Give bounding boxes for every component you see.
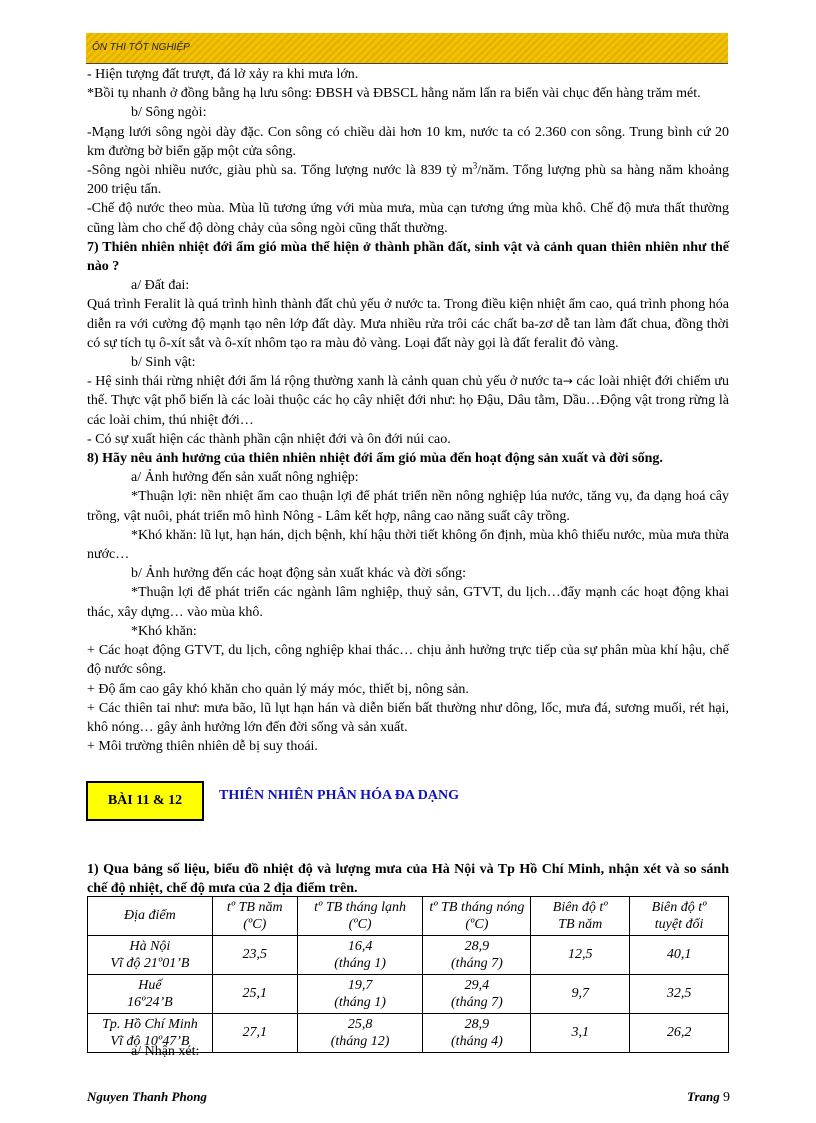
table-header-row — [88, 897, 729, 936]
text-line: -Chế độ nước theo mùa. Mùa lũ tương ứng với mùa mưa, mùa cạn tương ứng mùa khô. Chế độ mưa thất thường cũng làm cho chế độ dòng chảy của sông ngòi cũng thất thường. — [87, 201, 729, 236]
text-line: *Khó khăn: — [131, 623, 197, 639]
cell-range-abs: 40,1 — [630, 936, 729, 975]
header-rule — [86, 63, 728, 64]
subheading-agriculture: a/ Ảnh hưởng đến sản xuất nông nghiệp: — [131, 470, 359, 486]
text-span: các loài nhiệt đới chiếm ưu thế. Thực vật phổ biến là các loài thuộc các họ cây nhiệt đới như: họ Đậu, Dâu tằm, Dầu…Động vật trong rừng là các loài chim, thú nhiệt đới… — [87, 374, 729, 428]
text-line: *Thuận lợi để phát triển các ngành lâm nghiệp, thuỷ sản, GTVT, du lịch…đẩy mạnh các hoạt động khai thác, xây dựng… vào mùa khô. — [87, 585, 729, 620]
subheading-soil: a/ Đất đai: — [131, 278, 190, 294]
footer-page — [687, 1089, 730, 1106]
cell-text: (tháng 7) — [451, 956, 503, 971]
superscript: 3 — [472, 160, 478, 171]
cell-range-avg: 9,7 — [531, 975, 630, 1014]
text-span: - Hệ sinh thái rừng nhiệt đới ẩm lá rộng thường xanh là cảnh quan chủ yếu ở nước ta — [87, 374, 563, 390]
cell-place — [88, 975, 213, 1014]
lesson-badge: BÀI 11 & 12 — [86, 781, 204, 821]
cell-text: 25,8 — [347, 1016, 373, 1032]
cell-text: 19,7 — [347, 977, 373, 993]
header-cold — [297, 897, 423, 936]
header-text: TB năm — [558, 917, 603, 932]
cell-text: (tháng 7) — [451, 995, 503, 1010]
subheading-rivers: b/ Sông ngòi: — [131, 105, 207, 121]
cell-annual: 23,5 — [212, 936, 297, 975]
page-label: Trang — [687, 1089, 720, 1104]
page-number: 9 — [723, 1090, 730, 1105]
subheading-other: b/ Ảnh hưởng đến các hoạt động sản xuất khác và đời sống: — [131, 566, 466, 582]
text-line: - Có sự xuất hiện các thành phần cận nhiệt đới và ôn đới núi cao. — [87, 431, 451, 447]
cell-range-avg: 3,1 — [531, 1014, 630, 1053]
header-place — [88, 897, 213, 936]
table-row — [88, 975, 729, 1014]
header-text: (ºC) — [465, 917, 489, 932]
header-band — [86, 33, 728, 63]
arrow-right-icon: → — [562, 374, 573, 389]
lesson-title: THIÊN NHIÊN PHÂN HÓA ĐA DẠNG — [219, 788, 459, 803]
header-text: Biên độ tº — [651, 899, 707, 915]
cell-text: 16º24’B — [127, 995, 173, 1010]
header-range-avg — [531, 897, 630, 936]
text-line — [87, 161, 729, 199]
text-line — [87, 372, 729, 430]
cell-place — [88, 936, 213, 975]
cell-text: (tháng 1) — [334, 995, 386, 1010]
cell-text: Tp. Hồ Chí Minh — [102, 1016, 198, 1032]
header-text: tº TB năm — [226, 899, 283, 915]
main-content — [87, 65, 729, 756]
text-line: + Các thiên tai như: mưa bão, lũ lụt hạn hán và diễn biến bất thường như dông, lốc, mưa đá, sương muối, rét hại, khô nóng… gây ảnh hưởng lớn đến đời sống và sản xuất. — [87, 700, 729, 735]
cell-annual: 25,1 — [212, 975, 297, 1014]
cell-hot — [423, 936, 531, 975]
header-text: Địa điểm — [124, 908, 176, 924]
cell-range-avg: 12,5 — [531, 936, 630, 975]
cell-hot — [423, 1014, 531, 1053]
question-7: 7) Thiên nhiên nhiệt đới ẩm gió mùa thể hiện ở thành phần đất, sinh vật và cảnh quan thiên nhiên như thế nào ? — [87, 239, 729, 275]
cell-text: 28,9 — [464, 1016, 490, 1032]
cell-text: 29,4 — [464, 977, 490, 993]
text-line: -Mạng lưới sông ngòi dày đặc. Con sông có chiều dài hơn 10 km, nước ta có 2.360 con sông. Trung bình cứ 20 km đường bờ biển gặp một cửa sông. — [87, 124, 729, 159]
cell-annual: 27,1 — [212, 1014, 297, 1053]
cell-cold — [297, 975, 423, 1014]
footer-author: Nguyen Thanh Phong — [87, 1089, 207, 1104]
text-line: *Khó khăn: lũ lụt, hạn hán, dịch bệnh, khí hậu thời tiết không ổn định, mùa khô thiếu nước, mùa mưa thừa nước… — [87, 527, 729, 563]
cell-text: 16,4 — [347, 938, 373, 954]
cell-text: Vĩ độ 21º01’B — [110, 956, 190, 971]
text-line: + Độ ẩm cao gây khó khăn cho quản lý máy móc, thiết bị, nông sản. — [87, 681, 469, 697]
text-line: *Thuận lợi: nền nhiệt ẩm cao thuận lợi để phát triển nền nông nghiệp lúa nước, tăng vụ, đa dạng hoá cây trồng, vật nuôi, phát triển mô hình Nông - Lâm kết hợp, nâng cao năng suất cây trồng. — [87, 489, 729, 524]
text-line: - Hiện tượng đất trượt, đá lở xảy ra khi mưa lớn. — [87, 67, 359, 82]
cell-text: (tháng 1) — [334, 956, 386, 971]
cell-text: Huế — [138, 977, 162, 993]
header-annual — [212, 897, 297, 936]
header-range-abs — [630, 897, 729, 936]
cell-range-abs: 26,2 — [630, 1014, 729, 1053]
table-row — [88, 936, 729, 975]
text-line: + Các hoạt động GTVT, du lịch, công nghiệp khai thác… chịu ảnh hưởng trực tiếp của sự phân mùa khí hậu, chế độ nước sông. — [87, 643, 729, 678]
cell-text: Vĩ độ 10º47’B — [110, 1034, 190, 1049]
question-8: 8) Hãy nêu ảnh hưởng của thiên nhiên nhiệt đới ẩm gió mùa đến hoạt động sản xuất và đời sống. — [87, 451, 663, 467]
cell-text: 28,9 — [464, 938, 490, 954]
header-text: Biên độ tº — [552, 899, 608, 915]
header-text: tuyệt đối — [654, 917, 704, 932]
remark-heading: a/ Nhận xét: — [131, 1044, 200, 1059]
cell-range-abs: 32,5 — [630, 975, 729, 1014]
text-line: Quá trình Feralit là quá trình hình thành đất chủ yếu ở nước ta. Trong điều kiện nhiệt ẩm cao, quá trình phong hóa diễn ra với cường độ mạnh tạo nên lớp đất dày. Mưa nhiều rửa trôi các chất ba-zơ dễ tan làm đất chua, đồng thời có sự tích tụ ô-xít sắt và ô-xít nhôm tạo ra màu đỏ vàng. Loại đất này gọi là đất feralit đỏ vàng. — [87, 297, 729, 351]
cell-text: (tháng 12) — [330, 1034, 390, 1049]
header-text: (ºC) — [348, 917, 372, 932]
cell-cold — [297, 1014, 423, 1053]
header-title: ÔN THI TỐT NGHIỆP — [92, 42, 190, 53]
header-text: (ºC) — [243, 917, 267, 932]
cell-cold — [297, 936, 423, 975]
cell-text: (tháng 4) — [451, 1034, 503, 1049]
header-hot — [423, 897, 531, 936]
climate-table — [87, 896, 729, 1053]
subheading-biology: b/ Sinh vật: — [131, 355, 196, 371]
text-line: + Môi trường thiên nhiên dễ bị suy thoái. — [87, 739, 318, 755]
question-1: 1) Qua bảng số liệu, biểu đồ nhiệt độ và lượng mưa của Hà Nội và Tp Hồ Chí Minh, nhận xét và so sánh chế độ nhiệt, chế độ mưa của 2 địa điểm trên. — [87, 862, 729, 896]
text-span: -Sông ngòi nhiều nước, giàu phù sa. Tổng lượng nước là 839 tỷ m — [87, 163, 473, 179]
text-line: *Bồi tụ nhanh ở đồng bằng hạ lưu sông: ĐBSH và ĐBSCL hằng năm lấn ra biển vài chục đến hàng trăm mét. — [87, 86, 701, 102]
header-text: tº TB tháng nóng — [429, 899, 525, 915]
cell-text: Hà Nội — [129, 938, 171, 954]
header-text: tº TB tháng lạnh — [314, 899, 406, 915]
text-span: /năm. Tổng lượng phù sa hàng năm khoảng 200 triệu tấn. — [87, 163, 729, 198]
cell-hot — [423, 975, 531, 1014]
